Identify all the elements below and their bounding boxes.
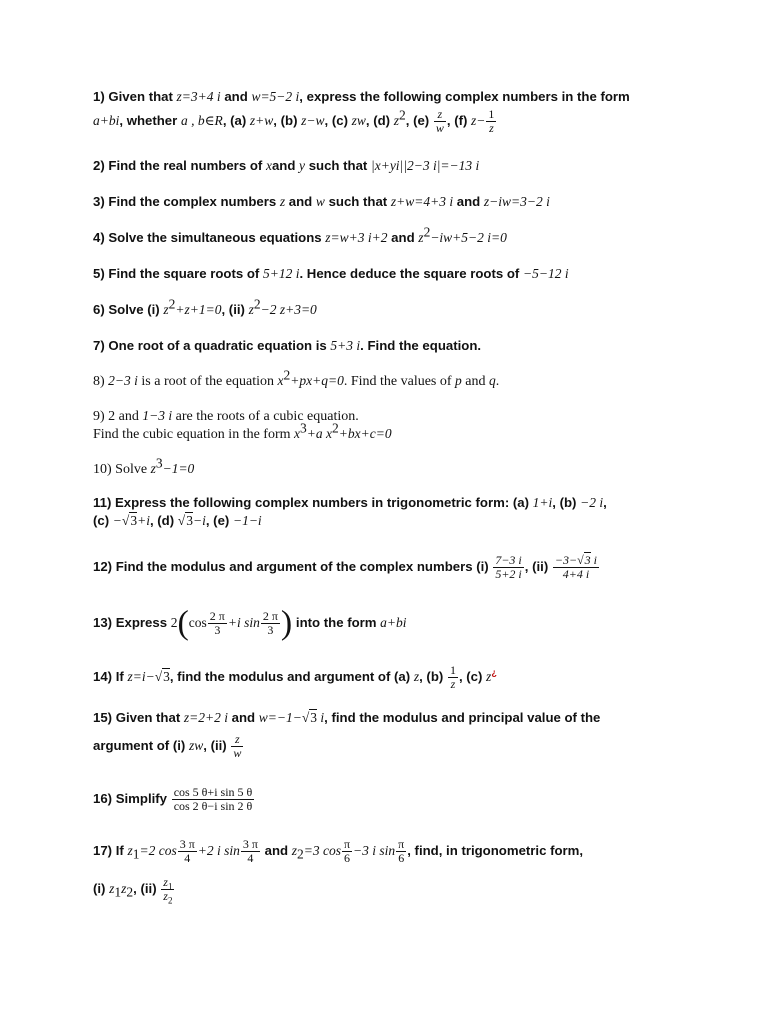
sqrt-icon: √ bbox=[301, 710, 310, 725]
fraction-1-over-z: $\frac{1}{z}$ bbox=[449, 663, 456, 691]
question-13: 13) Express 2(cos $\frac{2 \pi}{3}$ +i sin $\frac{2 \pi}{3}$ ) into the form a+bi bbox=[93, 604, 407, 642]
fraction-1-over-z: $\frac{1}{z}$ bbox=[488, 107, 495, 135]
fraction-pi-6-a: $\frac{\pi}{6}$ bbox=[343, 837, 351, 865]
question-4: 4) Solve the simultaneous equations z=w+3 i+2 and $z^2-iw+5-2$ i=0 bbox=[93, 224, 507, 245]
fraction-16: $\frac{\text{cos 5 θ+i sin 5 θ}}{\text{cos 2 θ−i sin 2 θ}}$ bbox=[173, 785, 253, 813]
question-15-line-2: argument of (i) zw, (ii) $\frac{z}{w}$ bbox=[93, 732, 242, 760]
sqrt-icon: √ bbox=[177, 513, 186, 528]
fraction-z-over-w: $\frac{z}{w}$ bbox=[233, 732, 242, 760]
question-16: 16) Simplify $\frac{\text{cos 5 θ+i sin 5 θ}}{\text{cos 2 θ−i sin 2 θ}}$ bbox=[93, 785, 253, 813]
question-7: 7) One root of a quadratic equation is 5+3 i. Find the equation. bbox=[93, 338, 482, 353]
fraction-2pi-3-a: $\frac{2 \pi}{3}$ bbox=[209, 609, 225, 637]
question-12: 12) Find the modulus and argument of the complex numbers (i) $\frac{7-3 i}{5+2 i}$ , (ii) $\frac{-3-√3 i}{4+4 i}$ bbox=[93, 553, 598, 581]
fraction-z1-over-z2: $\frac{z_1}{z_2}$ bbox=[163, 875, 173, 906]
fraction-3pi-4-b: $\frac{3 \pi}{4}$ bbox=[242, 837, 258, 865]
question-9-line-1: 9) 2 and 1−3 i are the roots of a cubic equation. bbox=[93, 408, 359, 424]
question-5: 5) Find the square roots of 5+12 i. Hence deduce the square roots of −5−12 i bbox=[93, 266, 569, 281]
question-8: 8) 2−3 i is a root of the equation $x^2+px+q=0$. Find the values of p and q. bbox=[93, 367, 500, 389]
sqrt-icon: √ bbox=[154, 668, 163, 684]
sqrt-icon: √ bbox=[121, 513, 130, 528]
question-10: 10) Solve $z^3-1=0$ bbox=[93, 455, 195, 477]
question-14: 14) If z=i−√3, find the modulus and argument of (a) z, (b) $\frac{1}{z}$ , (c) z¿ bbox=[93, 663, 497, 691]
fraction-3pi-4-a: $\frac{3 \pi}{4}$ bbox=[179, 837, 195, 865]
question-9-line-2: Find the cubic equation in the form $x^3+a$ $x^2+bx+c=0$ bbox=[93, 420, 392, 442]
fraction-z-over-w: $\frac{z}{w}$ bbox=[435, 107, 444, 135]
question-17-line-2: (i) $z_1z_2$, (ii) $\frac{z_1}{z_2}$ bbox=[93, 875, 173, 906]
fraction-pi-6-b: $\frac{\pi}{6}$ bbox=[398, 837, 405, 865]
question-2: 2) Find the real numbers of xand y such that |x+yi||2−3 i|=−13 i bbox=[93, 158, 480, 173]
fraction-12ii: $\frac{-3-√3 i}{4+4 i}$ bbox=[554, 553, 598, 581]
fraction-2pi-3-b: $\frac{2 \pi}{3}$ bbox=[262, 609, 278, 637]
close-paren-icon: ) bbox=[280, 604, 293, 642]
question-17-line-1: 17) If $z_1=2$ cos $\frac{3 \pi}{4}$ +2 i sin $\frac{3 \pi}{4}$ and $z_2=3$ cos $\frac{\pi}{6}$ −3 i sin $\frac{\pi}{6}$ , find, in trigonometric form, bbox=[93, 837, 584, 865]
question-3: 3) Find the complex numbers z and w such that z+w=4+3 i and z−iw=3−2 i bbox=[93, 194, 550, 209]
question-1-line-1: 1) Given that z=3+4 i and w=5−2 i, express the following complex numbers in the form bbox=[93, 89, 630, 104]
question-15-line-1: 15) Given that z=2+2 i and w=−1−√3 i, find the modulus and principal value of the bbox=[93, 710, 601, 725]
question-11-line-2: (c) −√3+i, (d) √3−i, (e) −1−i bbox=[93, 513, 262, 528]
question-11-line-1: 11) Express the following complex numbers in trigonometric form: (a) 1+i, (b) −2 i, bbox=[93, 495, 607, 510]
question-1-line-2: a+bi, whether a , b∈R, (a) z+w, (b) z−w, (c) zw, (d) $z^2$, (e) $\frac{z}{w}$ , (f) z− $\frac{1}{z}$ bbox=[93, 107, 495, 135]
open-paren-icon: ( bbox=[177, 604, 189, 642]
sqrt-icon: √ bbox=[577, 553, 584, 567]
fraction-12i: $\frac{7-3 i}{5+2 i}$ bbox=[495, 553, 522, 581]
question-6: 6) Solve (i) $z^2+z+1=0$, (ii) $z^2-2$ z+3=0 bbox=[93, 296, 317, 317]
